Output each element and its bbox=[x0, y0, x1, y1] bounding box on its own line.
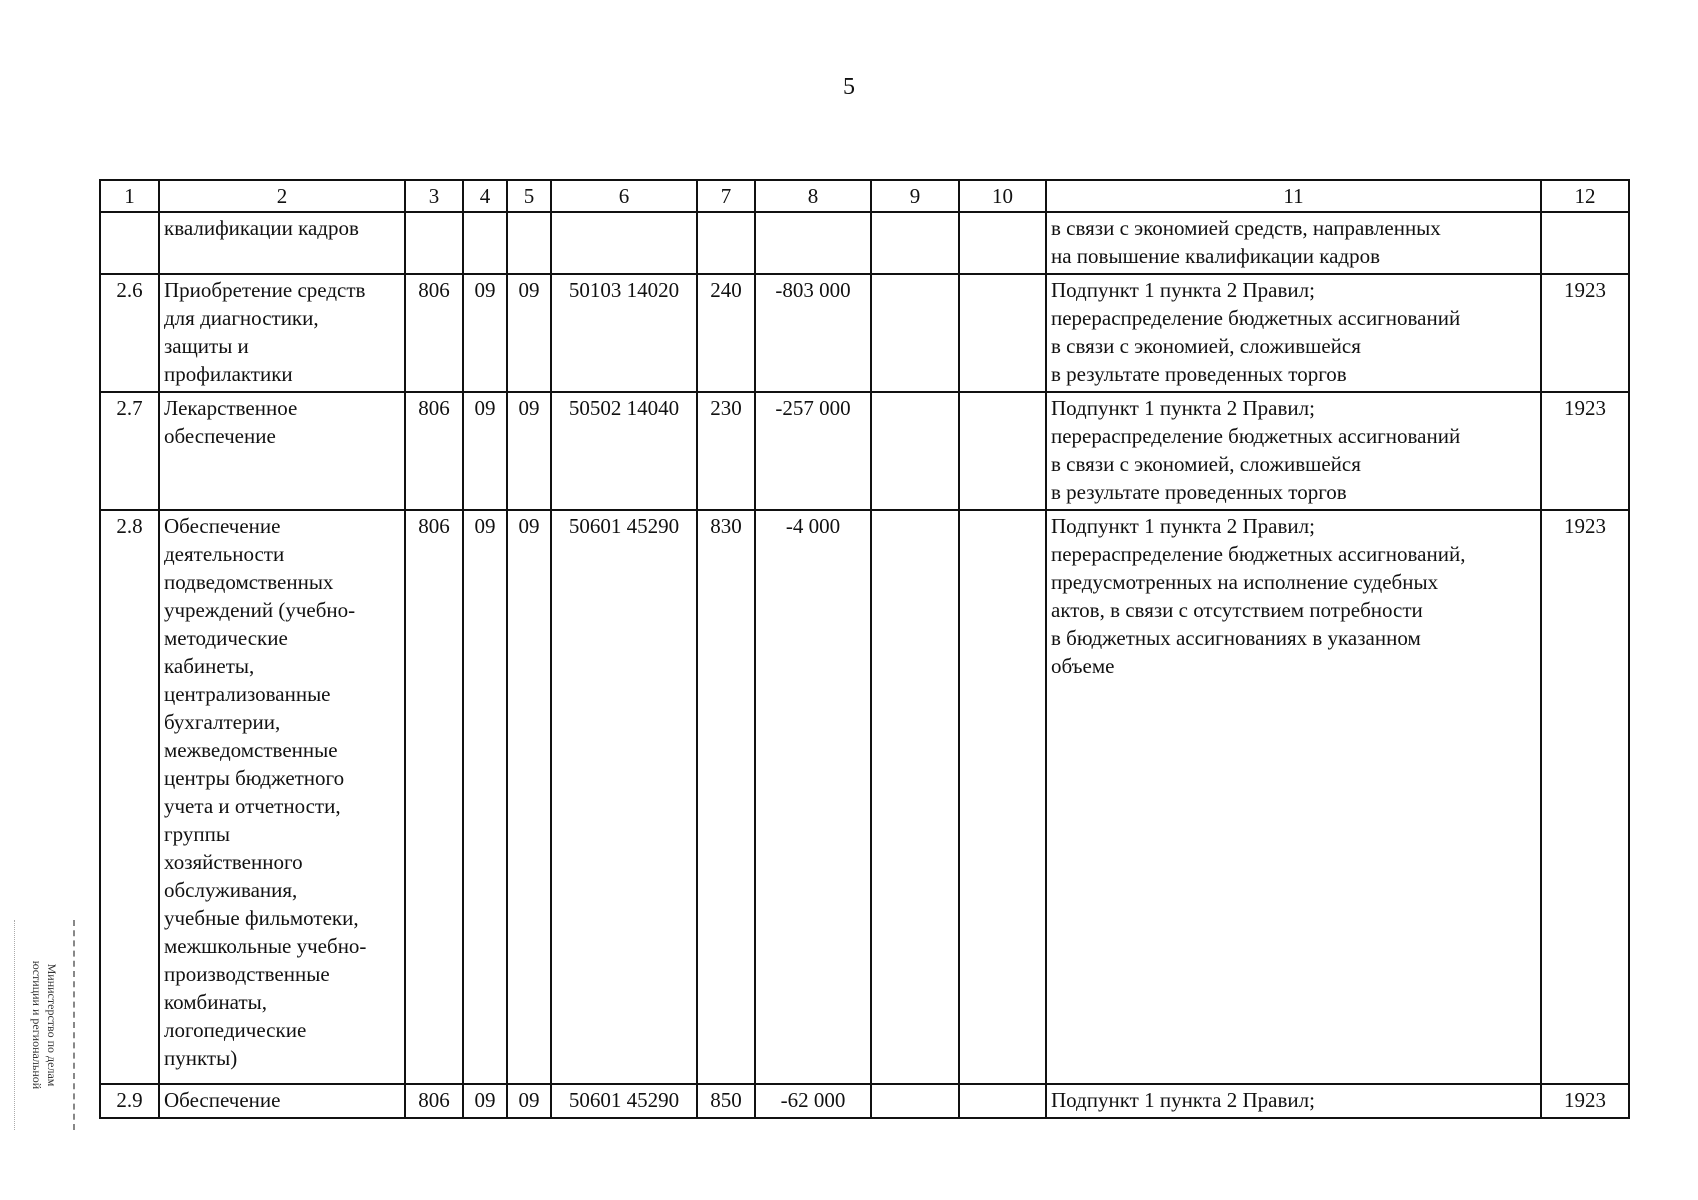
col-header-5: 5 bbox=[507, 180, 551, 212]
row-number: 2.8 bbox=[100, 510, 159, 1084]
budget-table bbox=[99, 179, 1630, 1119]
code-3: 806 bbox=[405, 392, 463, 510]
col-9 bbox=[871, 392, 959, 510]
col-9 bbox=[871, 510, 959, 1084]
col-header-7: 7 bbox=[697, 180, 755, 212]
amount: -62 000 bbox=[755, 1084, 871, 1118]
col-header-9: 9 bbox=[871, 180, 959, 212]
table-row bbox=[100, 392, 1629, 510]
col-9 bbox=[871, 212, 959, 274]
amount: -803 000 bbox=[755, 274, 871, 392]
item-name: квалификации кадров bbox=[159, 212, 405, 274]
row-number: 2.9 bbox=[100, 1084, 159, 1118]
table-row bbox=[100, 1084, 1629, 1118]
col-header-10: 10 bbox=[959, 180, 1046, 212]
reason: Подпункт 1 пункта 2 Правил; bbox=[1046, 1084, 1541, 1118]
code-5: 09 bbox=[507, 1084, 551, 1118]
code-3: 806 bbox=[405, 510, 463, 1084]
code-5: 09 bbox=[507, 274, 551, 392]
item-name: Приобретение средств для диагностики, защиты и профилактики bbox=[159, 274, 405, 392]
page-number: 5 bbox=[843, 74, 855, 100]
code-3 bbox=[405, 212, 463, 274]
code-6: 50601 45290 bbox=[551, 1084, 697, 1118]
table-row bbox=[100, 510, 1629, 1084]
code-3: 806 bbox=[405, 274, 463, 392]
header-row bbox=[100, 180, 1629, 212]
col-12: 1923 bbox=[1541, 510, 1629, 1084]
code-7: 230 bbox=[697, 392, 755, 510]
code-4: 09 bbox=[463, 510, 507, 1084]
code-5: 09 bbox=[507, 510, 551, 1084]
col-header-3: 3 bbox=[405, 180, 463, 212]
code-4: 09 bbox=[463, 1084, 507, 1118]
col-10 bbox=[959, 510, 1046, 1084]
amount bbox=[755, 212, 871, 274]
code-4: 09 bbox=[463, 392, 507, 510]
code-7: 240 bbox=[697, 274, 755, 392]
code-5: 09 bbox=[507, 392, 551, 510]
code-4: 09 bbox=[463, 274, 507, 392]
col-header-4: 4 bbox=[463, 180, 507, 212]
code-7: 830 bbox=[697, 510, 755, 1084]
amount: -4 000 bbox=[755, 510, 871, 1084]
code-4 bbox=[463, 212, 507, 274]
code-7 bbox=[697, 212, 755, 274]
registration-stamp bbox=[14, 920, 75, 1130]
col-12: 1923 bbox=[1541, 392, 1629, 510]
amount: -257 000 bbox=[755, 392, 871, 510]
reason: Подпункт 1 пункта 2 Правил; перераспределение бюджетных ассигнований в связи с экономией, сложившейся в результате проведенных торгов bbox=[1046, 274, 1541, 392]
col-12: 1923 bbox=[1541, 274, 1629, 392]
col-header-1: 1 bbox=[100, 180, 159, 212]
col-header-6: 6 bbox=[551, 180, 697, 212]
col-10 bbox=[959, 392, 1046, 510]
code-5 bbox=[507, 212, 551, 274]
code-3: 806 bbox=[405, 1084, 463, 1118]
reason: Подпункт 1 пункта 2 Правил; перераспределение бюджетных ассигнований, предусмотренных на исполнение судебных актов, в связи с отсутствием потребности в бюджетных ассигнованиях в указанном объеме bbox=[1046, 510, 1541, 1084]
table-row bbox=[100, 212, 1629, 274]
table-row bbox=[100, 274, 1629, 392]
reason: Подпункт 1 пункта 2 Правил; перераспределение бюджетных ассигнований в связи с экономией, сложившейся в результате проведенных торгов bbox=[1046, 392, 1541, 510]
col-10 bbox=[959, 212, 1046, 274]
row-number: 2.7 bbox=[100, 392, 159, 510]
reason: в связи с экономией средств, направленных на повышение квалификации кадров bbox=[1046, 212, 1541, 274]
row-number: 2.6 bbox=[100, 274, 159, 392]
item-name: Обеспечение деятельности подведомственных учреждений (учебно- методические кабинеты, централизованные бухгалтерии, межведомственные центры бюджетного учета и отчетности, группы хозяйственного обслуживания, учебные фильмотеки, межшкольные учебно- производственные комбинаты, логопедические пункты) bbox=[159, 510, 405, 1084]
code-6: 50502 14040 bbox=[551, 392, 697, 510]
item-name: Обеспечение bbox=[159, 1084, 405, 1118]
item-name: Лекарственное обеспечение bbox=[159, 392, 405, 510]
code-6 bbox=[551, 212, 697, 274]
col-10 bbox=[959, 274, 1046, 392]
col-header-8: 8 bbox=[755, 180, 871, 212]
col-header-11: 11 bbox=[1046, 180, 1541, 212]
code-7: 850 bbox=[697, 1084, 755, 1118]
col-9 bbox=[871, 274, 959, 392]
code-6: 50601 45290 bbox=[551, 510, 697, 1084]
row-number bbox=[100, 212, 159, 274]
col-12: 1923 bbox=[1541, 1084, 1629, 1118]
col-10 bbox=[959, 1084, 1046, 1118]
stamp-text: Министерство по делам юстиции и региональной bbox=[30, 960, 59, 1090]
code-6: 50103 14020 bbox=[551, 274, 697, 392]
col-9 bbox=[871, 1084, 959, 1118]
col-12 bbox=[1541, 212, 1629, 274]
col-header-12: 12 bbox=[1541, 180, 1629, 212]
col-header-2: 2 bbox=[159, 180, 405, 212]
